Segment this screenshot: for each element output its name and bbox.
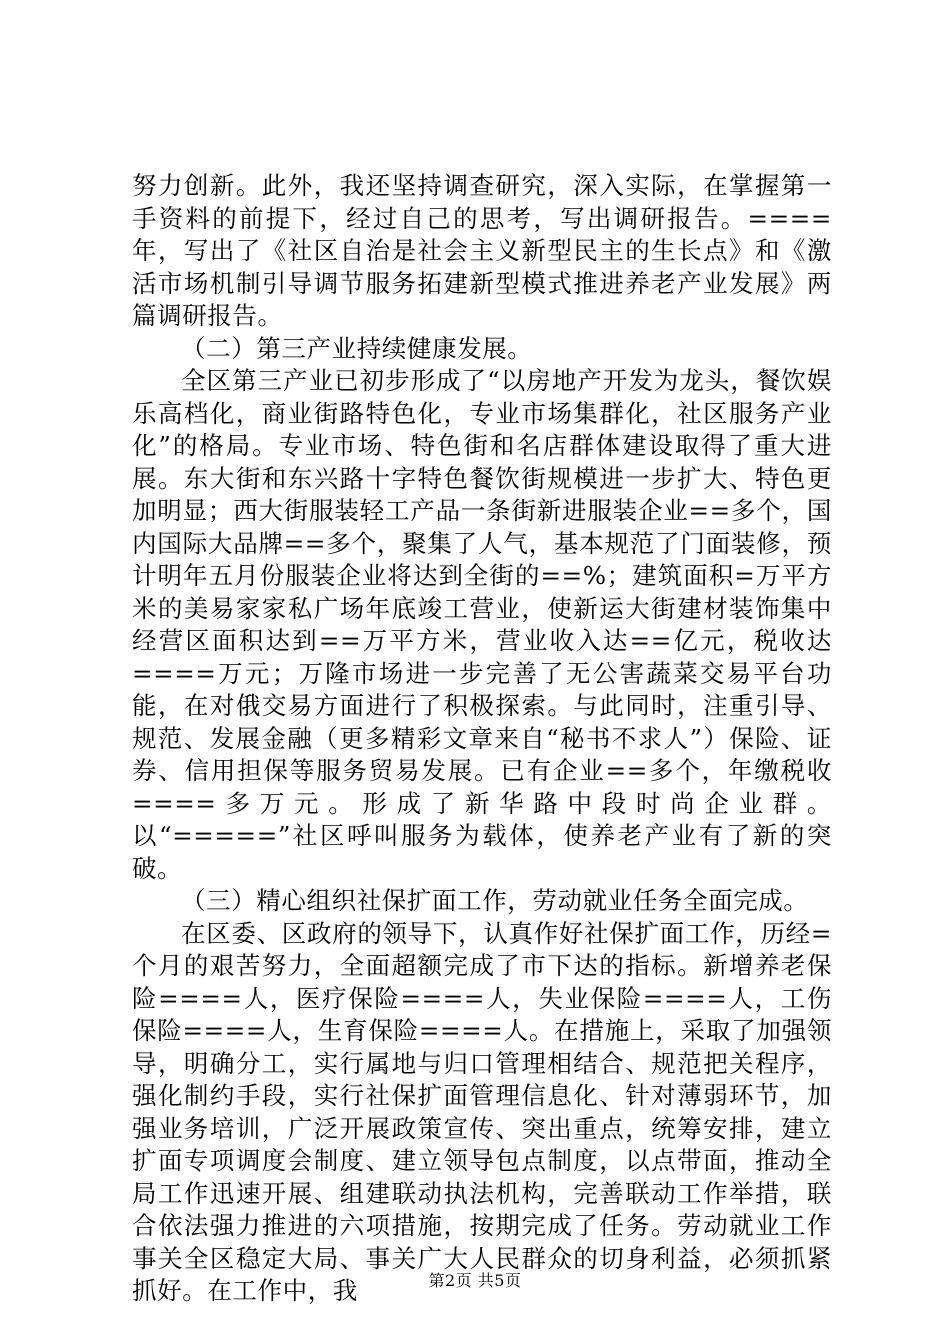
section-heading-three: （三）精心组织社保扩面工作，劳动就业任务全面完成。 — [181, 886, 809, 915]
page-number-label: 第2页 共5页 — [428, 1271, 522, 1290]
paragraph-tertiary-industry: 全区第三产业已初步形成了“以房地产开发为龙头，餐饮娱乐高档化，商业街路特色化，专业市场集群化，社区服务产业化”的格局。专业市场、特色街和名店群体建设取得了重大进展。东大街和东兴路十字特色餐饮街规模进一步扩大、特色更加明显；西大街服装轻工产品一条街新进服装企业==多个，国内国际大品牌==多个，聚集了人气，基本规范了门面装修，预计明年五月份服装企业将达到全街的==%；建筑面积=万平方米的美易家家私广场年底竣工营业，使新运大街建材装饰集中经营区面积达到==万平方米，营业收入达==亿元，税收达====万元；万隆市场进一步完善了无公害蔬菜交易平台功能，在对俄交易方面进行了积极探索。与此同时，注重引导、规范、发展金融（更多精彩文章来自“秘书不求人”）保险、证券、信用担保等服务贸易发展。已有企业==多个，年缴税收====多万元。形成了新华路中段时尚企业群。以“=====”社区呼叫服务为载体，使养老产业有了新的突破。 — [132, 366, 832, 883]
page-footer — [0, 1271, 950, 1291]
paragraph-continuation: 努力创新。此外，我还坚持调查研究，深入实际，在掌握第一手资料的前提下，经过自己的思考，写出调研报告。====年，写出了《社区自治是社会主义新型民主的生长点》和《激活市场机制引导调节服务拓建新型模式推进养老产业发展》两篇调研报告。 — [132, 171, 832, 330]
section-heading-two: （二）第三产业持续健康发展。 — [181, 333, 533, 363]
paragraph-social-insurance: 在区委、区政府的领导下，认真作好社保扩面工作，历经=个月的艰苦努力，全面超额完成了市下达的指标。新增养老保险====人，医疗保险====人，失业保险====人，工伤保险====人，生育保险====人。在措施上，采取了加强领导，明确分工，实行属地与归口管理相结合、规范把关程序，强化制约手段，实行社保扩面管理信息化、针对薄弱环节，加强业务培训，广泛开展政策宣传、突出重点，统筹安排，建立扩面专项调度会制度、建立领导包点制度，以点带面，推动全局工作迅速开展、组建联动执法机构，完善联动工作举措，联合依法强力推进的六项措施，按期完成了任务。劳动就业工作事关全区稳定大局、事关广大人民群众的切身利益，必须抓紧抓好。在工作中，我 — [132, 918, 832, 1305]
document-body — [132, 170, 832, 1308]
